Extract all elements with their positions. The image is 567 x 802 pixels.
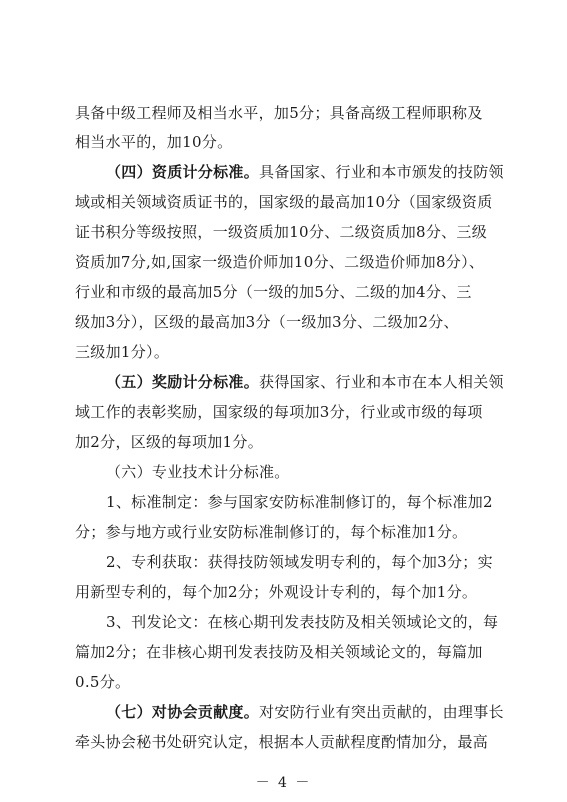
text-line: 域或相关领域资质证书的，国家级的最高加10分（国家级资质 (75, 193, 493, 211)
text-line: 加2分，区级的每项加1分。 (75, 433, 263, 451)
text-line: 牵头协会秘书处研究认定，根据本人贡献程度酌情加分，最高 (75, 733, 489, 751)
text-line: 行业和市级的最高加5分（一级的加5分、二级的加4分、三 (75, 283, 472, 301)
text-line: 篇加2分；在非核心期刊发表技防及相关领域论文的，每篇加 (75, 643, 483, 661)
text-line: 级加3分），区级的最高加3分（一级加3分、二级加2分、 (75, 313, 459, 331)
text-line: 三级加1分）。 (75, 343, 170, 361)
text-line: 相当水平的，加10分。 (75, 133, 233, 151)
text-line: 资质加7分,如,国家一级造价师加10分、二级造价师加8分）、 (75, 253, 485, 271)
text-line: 3、刊发论文：在核心期刊发表技防及相关领域论文的，每 (106, 613, 499, 631)
section-heading: （五）奖励计分标准。 (106, 373, 260, 391)
text-line: 用新型专利的，每个加2分；外观设计专利的，每个加1分。 (75, 583, 478, 601)
text-line: 分；参与地方或行业安防标准制修订的，每个标准加1分。 (75, 523, 468, 541)
text-line: 域工作的表彰奖励，国家级的每项加3分，行业或市级的每项 (75, 403, 483, 421)
section-heading: （七）对协会贡献度。 (106, 703, 260, 721)
section-heading-line: （五）奖励计分标准。获得国家、行业和本市在本人相关领 (106, 373, 504, 391)
text-line: 2、专利获取：获得技防领域发明专利的，每个加3分；实 (106, 553, 493, 571)
text-line: 具备中级工程师及相当水平，加5分；具备高级工程师职称及 (75, 104, 483, 122)
text-line: 证书积分等级按照，一级资质加10分、二级资质加8分、三级 (75, 223, 488, 241)
text-line: 0.5分。 (75, 673, 131, 691)
page-number: － 4 － (255, 775, 312, 791)
section-heading-line: （七）对协会贡献度。对安防行业有突出贡献的，由理事长 (106, 703, 504, 721)
text-line: 1、标准制定：参与国家安防标准制修订的，每个标准加2 (106, 493, 493, 511)
section-heading-line: （六）专业技术计分标准。 (106, 463, 290, 481)
section-heading-line: （四）资质计分标准。具备国家、行业和本市颁发的技防领 (106, 163, 504, 181)
section-heading: （四）资质计分标准。 (106, 163, 260, 181)
